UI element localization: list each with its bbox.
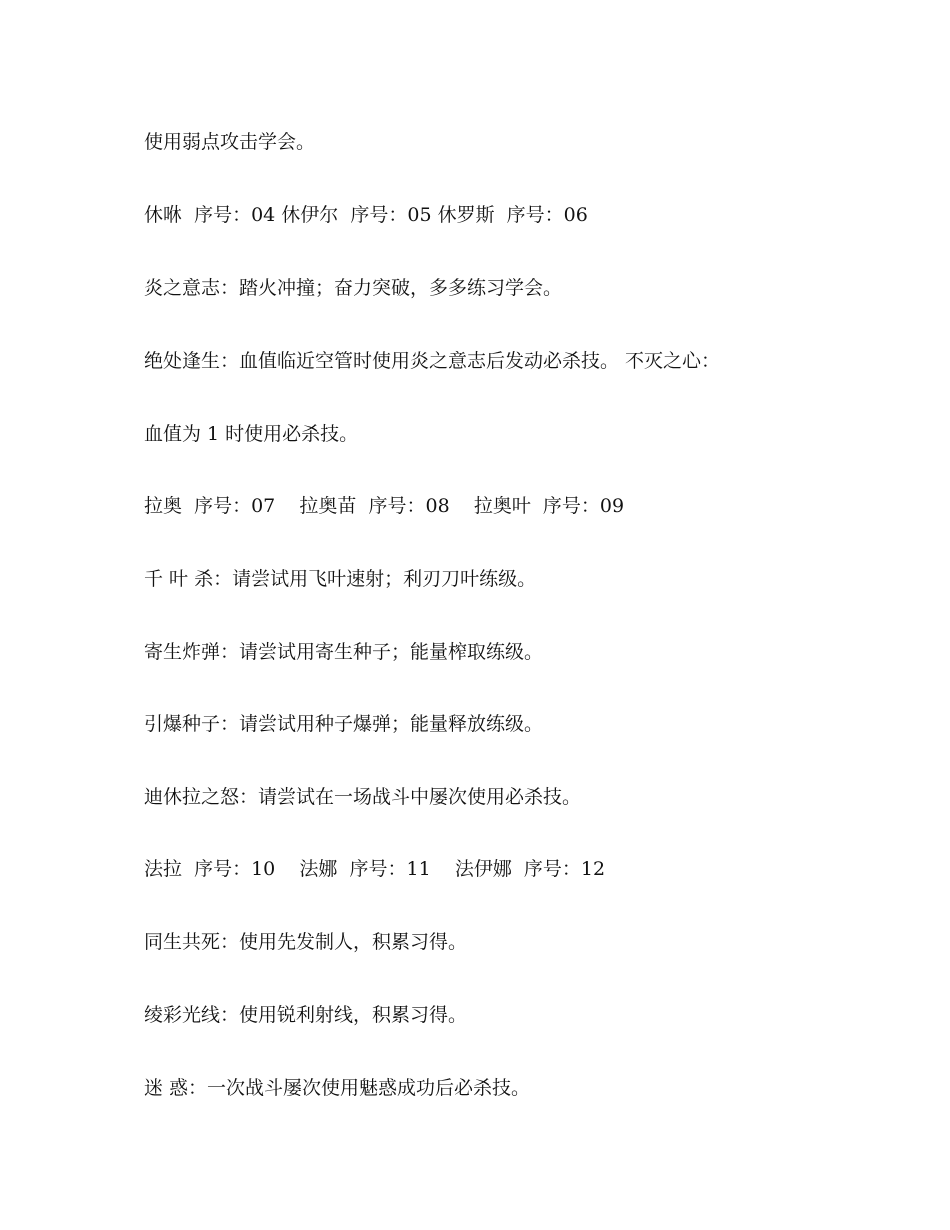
text-line: 使用弱点攻击学会。 <box>144 131 316 153</box>
text-line: 迷 惑：一次战斗屡次使用魅惑成功后必杀技。 <box>144 1077 531 1099</box>
text-line: 拉奥 序号：07 拉奥苗 序号：08 拉奥叶 序号：09 <box>144 495 625 517</box>
text-line: 绝处逢生：血值临近空管时使用炎之意志后发动必杀技。 不灭之心： <box>144 350 721 372</box>
text-line: 绫彩光线：使用锐利射线，积累习得。 <box>144 1004 468 1026</box>
text-line: 法拉 序号：10 法娜 序号：11 法伊娜 序号：12 <box>144 858 606 880</box>
text-line: 炎之意志：踏火冲撞；奋力突破，多多练习学会。 <box>144 277 563 299</box>
text-line: 迪休拉之怒：请尝试在一场战斗中屡次使用必杀技。 <box>144 786 582 808</box>
text-line: 休咻 序号：04 休伊尔 序号：05 休罗斯 序号：06 <box>144 204 588 226</box>
text-line: 引爆种子：请尝试用种子爆弹；能量释放练级。 <box>144 713 544 735</box>
text-line: 血值为 1 时使用必杀技。 <box>144 423 359 445</box>
text-line: 千 叶 杀：请尝试用飞叶速射；利刃刀叶练级。 <box>144 568 537 590</box>
text-line: 寄生炸弹：请尝试用寄生种子；能量榨取练级。 <box>144 641 544 663</box>
text-line: 同生共死：使用先发制人，积累习得。 <box>144 931 468 953</box>
